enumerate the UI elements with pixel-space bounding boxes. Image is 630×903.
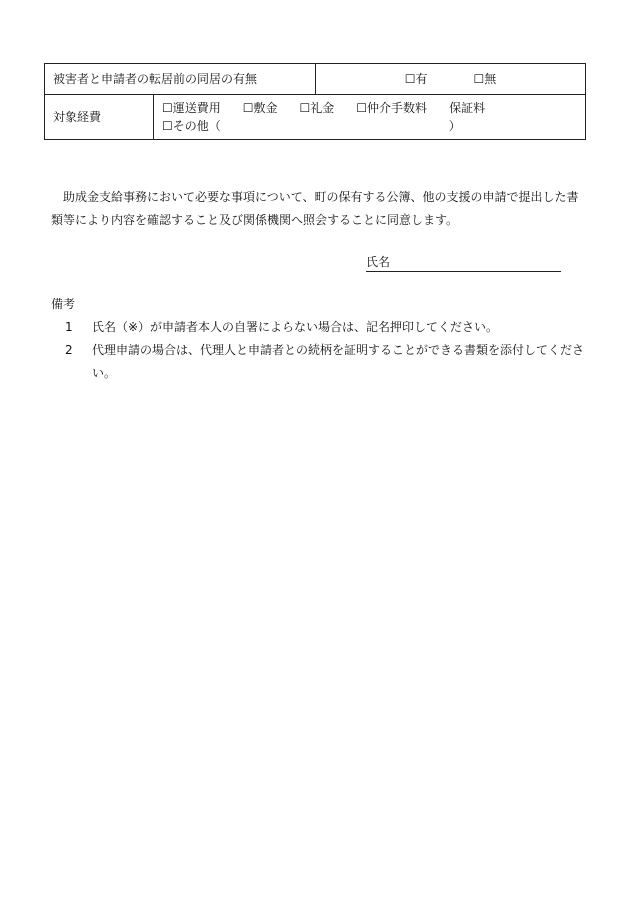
cohabitation-label: 被害者と申請者の転居前の同居の有無 — [45, 64, 316, 95]
expenses-row — [45, 95, 586, 140]
expenses-choices — [154, 95, 586, 140]
note-number: 2 — [65, 343, 73, 357]
expenses-options-line — [162, 99, 577, 117]
other-input-area[interactable] — [221, 117, 449, 135]
cohabitation-no-checkbox[interactable]: ☐無 — [473, 72, 497, 86]
expenses-label: 対象経費 — [45, 95, 154, 140]
signature-label: 氏名 — [366, 255, 391, 269]
deposit-checkbox[interactable]: ☐敷金 — [242, 101, 278, 115]
consent-statement: 助成金支給事務において必要な事項について、町の保有する公簿、他の支援の申請で提出した書類等により内容を確認すること及び関係機関へ照会することに同意します。 — [51, 190, 579, 227]
note-item — [51, 316, 585, 339]
signature-field[interactable] — [366, 254, 561, 272]
note-number: 1 — [65, 320, 73, 334]
note-text: 氏名（※）が申請者本人の自署によらない場合は、記名押印してください。 — [92, 320, 499, 334]
guarantee-fee-option[interactable]: 保証料 — [449, 101, 486, 115]
cohabitation-row — [45, 64, 586, 95]
brokerage-fee-checkbox[interactable]: ☐仲介手数料 — [356, 101, 428, 115]
note-item — [51, 339, 585, 385]
notes-list — [51, 316, 585, 385]
other-close-paren: ） — [448, 119, 461, 133]
cohabitation-choices — [316, 64, 586, 95]
other-checkbox[interactable]: ☐その他（ — [162, 119, 221, 133]
note-text: 代理申請の場合は、代理人と申請者との続柄を証明することができる書類を添付してください。 — [92, 343, 585, 380]
expenses-other-line — [162, 117, 577, 135]
notes-title: 備考 — [51, 297, 76, 311]
cohabitation-yes-checkbox[interactable]: ☐有 — [404, 72, 428, 86]
key-money-checkbox[interactable]: ☐礼金 — [299, 101, 335, 115]
application-table — [44, 63, 586, 140]
transport-cost-checkbox[interactable]: ☐運送費用 — [162, 101, 221, 115]
